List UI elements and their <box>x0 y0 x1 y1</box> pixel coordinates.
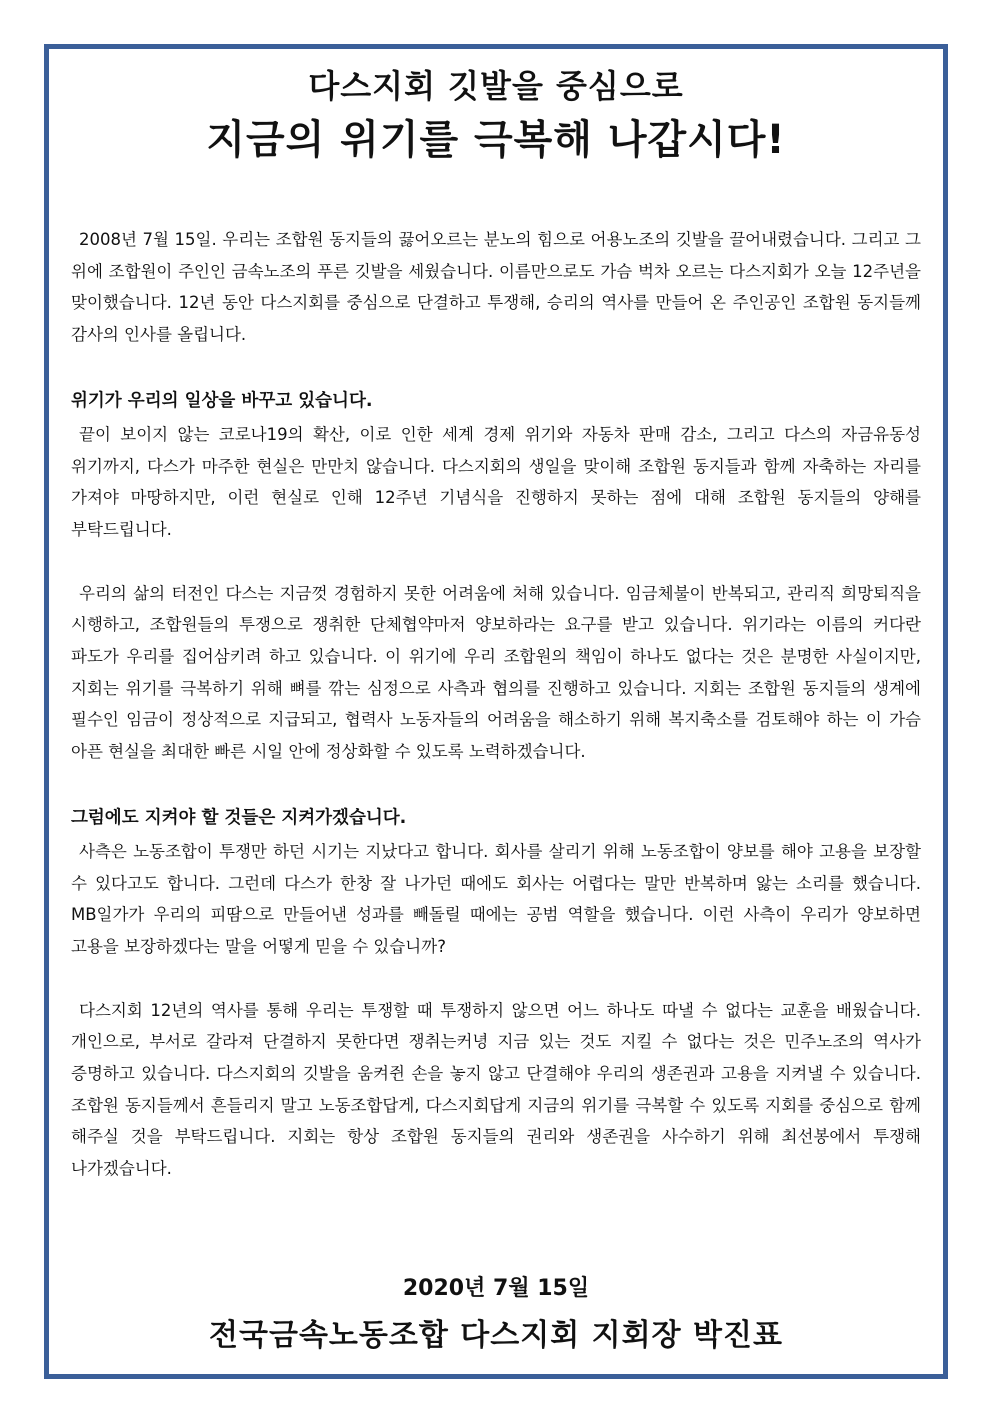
section-heading-keep: 그럼에도 지켜야 할 것들은 지켜가겠습니다. <box>71 807 407 828</box>
paragraph-spacer <box>71 963 921 995</box>
statement-body <box>71 224 921 1185</box>
paragraph-spacer <box>71 351 921 383</box>
crisis-paragraph-2: 우리의 삶의 터전인 다스는 지금껏 경험하지 못한 어려움에 처해 있습니다. 임금체불이 반복되고, 관리직 희망퇴직을 시행하고, 조합원들의 투쟁으로 쟁취한 단체협약마저 양보하라는 요구를 받고 있습니다. 위기라는 이름의 커다란 파도가 우리를 집어삼키려 하고 있습니다. 이 위기에 우리 조합원의 책임이 하나도 없다는 것은 분명한 사실이지만, 지회는 위기를 극복하기 위해 뼈를 깎는 심정으로 사측과 협의를 진행하고 있습니다. 지회는 조합원 동지들의 생계에 필수인 임금이 정상적으로 지급되고, 협력사 노동자들의 어려움을 해소하기 위해 복지축소를 검토해야 하는 이 가슴 아픈 현실을 최대한 빠른 시일 안에 정상화할 수 있도록 노력하겠습니다. <box>71 583 921 762</box>
crisis-paragraph-1: 끝이 보이지 않는 코로나19의 확산, 이로 인한 세계 경제 위기와 자동차 판매 감소, 그리고 다스의 자금유동성 위기까지, 다스가 마주한 현실은 만만치 않습니다. 다스지회의 생일을 맞이해 조합원 동지들과 함께 자축하는 자리를 가져야 마땅하지만, 이런 현실로 인해 12주년 기념식을 진행하지 못하는 점에 대해 조합원 동지들의 양해를 부탁드립니다. <box>71 424 921 539</box>
title-line-1: 다스지회 깃발을 중심으로 <box>308 67 684 105</box>
paragraph-spacer <box>71 546 921 578</box>
intro-paragraph: 2008년 7월 15일. 우리는 조합원 동지들의 끓어오르는 분노의 힘으로 어용노조의 깃발을 끌어내렸습니다. 그리고 그 위에 조합원이 주인인 금속노조의 푸른 깃발을 세웠습니다. 이름만으로도 가슴 벅차 오르는 다스지회가 오늘 12주년을 맞이했습니다. 12년 동안 다스지회를 중심으로 단결하고 투쟁해, 승리의 역사를 만들어 온 주인공인 조합원 동지들께 감사의 인사를 올립니다. <box>71 230 921 345</box>
keep-paragraph-1: 사측은 노동조합이 투쟁만 하던 시기는 지났다고 합니다. 회사를 살리기 위해 노동조합이 양보를 해야 고용을 보장할 수 있다고도 합니다. 그런데 다스가 한창 잘 나가던 때에도 회사는 어렵다는 말만 반복하며 앓는 소리를 했습니다. MB일가가 우리의 피땀으로 만들어낸 성과를 빼돌릴 때에는 공범 역할을 했습니다. 이런 사측이 우리가 양보하면 고용을 보장하겠다는 말을 어떻게 믿을 수 있습니까? <box>71 841 921 956</box>
title-line-2: 지금의 위기를 극복해 나갑시다! <box>206 117 786 163</box>
section-heading-crisis: 위기가 우리의 일상을 바꾸고 있습니다. <box>71 390 373 411</box>
paragraph-spacer <box>71 768 921 800</box>
keep-paragraph-2: 다스지회 12년의 역사를 통해 우리는 투쟁할 때 투쟁하지 않으면 어느 하나도 따낼 수 없다는 교훈을 배웠습니다. 개인으로, 부서로 갈라져 단결하지 못한다면 쟁취는커녕 지금 있는 것도 지킬 수 없다는 것은 민주노조의 역사가 증명하고 있습니다. 다스지회의 깃발을 움켜쥔 손을 놓지 않고 단결해야 우리의 생존권과 고용을 지켜낼 수 있습니다. 조합원 동지들께서 흔들리지 말고 노동조합답게, 다스지회답게 지금의 위기를 극복할 수 있도록 지회를 중심으로 함께 해주실 것을 부탁드립니다. 지회는 항상 조합원 동지들의 권리와 생존권을 사수하기 위해 최선봉에서 투쟁해 나가겠습니다. <box>71 1000 921 1179</box>
statement-date: 2020년 7월 15일 <box>402 1276 590 1301</box>
signer-line: 전국금속노동조합 다스지회 지회장 박진표 <box>209 1318 783 1353</box>
